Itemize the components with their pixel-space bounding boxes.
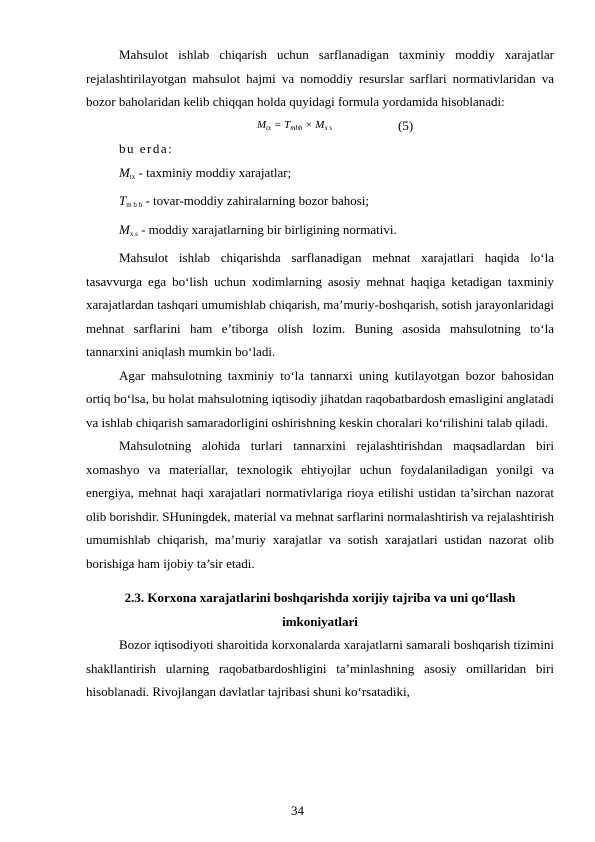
paragraph-market-economy: Bozor iqtisodiyoti sharoitida korxonalarda xarajatlarni samarali boshqarish tizimini shakllantirish ularning raqobatbardoshligini ta’minlashning asosiy omillaridan biri hisoblanadi. Rivojlangan davlatlar tajribasi shuni ko‘rsatadiki,: [86, 637, 554, 699]
definition-1-symbol: M: [119, 164, 130, 180]
document-page: [86, 43, 554, 704]
section-heading-line-1: 2.3. Korxona xarajatlarini boshqarishda xorijiy tajriba va uni qo‘llash: [124, 590, 516, 605]
formula-m-sub: x s: [324, 123, 333, 132]
paragraph-intro: Mahsulot ishlab chiqarish uchun sarflanadigan taxminiy moddiy xarajatlar rejalashtirilayotgan mahsulot hajmi va nomoddiy resurslar sarflari normativlaridan va bozor baholaridan kelib chiqqan holda quyidagi formula yordamida hisoblanadi:: [86, 47, 554, 109]
definition-3-subscript: x s: [129, 229, 138, 238]
formula-t-sub: mbb: [290, 123, 303, 132]
definition-1-text: - taxminiy moddiy xarajatlar;: [135, 164, 292, 180]
formula-m: M: [315, 118, 325, 131]
definition-3-text: - moddiy xarajatlarning bir birligining normativi.: [137, 221, 397, 237]
formula-t: T: [284, 118, 291, 131]
section-heading-line-2: imkoniyatlari: [282, 613, 358, 629]
formula-lhs-sub: tx: [266, 123, 272, 132]
formula-expression: [257, 114, 332, 141]
formula-number: (5): [398, 117, 414, 133]
definition-3-symbol: M: [119, 221, 130, 237]
formula-times: ×: [302, 118, 316, 131]
section-heading: [86, 586, 554, 633]
formula-equals: =: [271, 118, 285, 131]
paragraph-competitiveness: Agar mahsulotning taxminiy to‘la tannarxi uning kutilayotgan bozor bahosidan ortiq bo‘lsa, bu holat mahsulotning iqtisodiy jihatdan raqobatbardosh emasligini anglatadi va ishlab chiqarish samaradorligini oshirishning keskin choralari ko‘rilishini talab qiladi.: [86, 367, 554, 430]
definition-2-text: - tovar-moddiy zahiralarning bozor bahosi;: [142, 193, 369, 208]
page-number: 34: [291, 803, 304, 818]
paragraph-cost-planning: Mahsulotning alohida turlari tannarxini rejalashtirishdan maqsadlardan biri xomashyo va materiallar, texnologik ehtiyojlar uchun foydalaniladigan yonilgi va energiya, mehnat haqi xarajatlari normativlariga rioya etilishi ustidan ta’sirchan nazorat olib borishdir. SHuningdek, material va mehnat sarflarini normalashtirish va rejalashtirish umumishlab chiqarish, ma’muriy xarajatlar va sotish xarajatlari ustidan nazorat olib borishiga ham ijobiy ta’sir etadi.: [86, 438, 554, 571]
where-label: bu erda:: [119, 141, 174, 156]
definition-1-subscript: tx: [129, 172, 136, 181]
definition-2-symbol: T: [119, 193, 127, 208]
paragraph-labor-costs: Mahsulot ishlab chiqarishda sarflanadigan mehnat xarajatlari haqida lo‘la tasavvurga ega bo‘lish uchun xodimlarning asosiy mehnat haqiga ketadigan taxminiy xarajatlardan tashqari umumishlab chiqarish, ma’muriy-boshqarish, sotish jarayonlaridagi mehnat sarflarini ham e’tiborga olish lozim. Buning asosida mahsulotning to‘la tannarxini aniqlash mumkin bo‘ladi.: [86, 250, 554, 359]
definition-2-subscript: m b b: [126, 201, 143, 209]
definition-2: [86, 189, 554, 218]
formula-5: [86, 114, 554, 138]
definition-1: [86, 161, 554, 190]
definition-3: [86, 218, 554, 247]
formula-lhs: M: [257, 118, 267, 131]
